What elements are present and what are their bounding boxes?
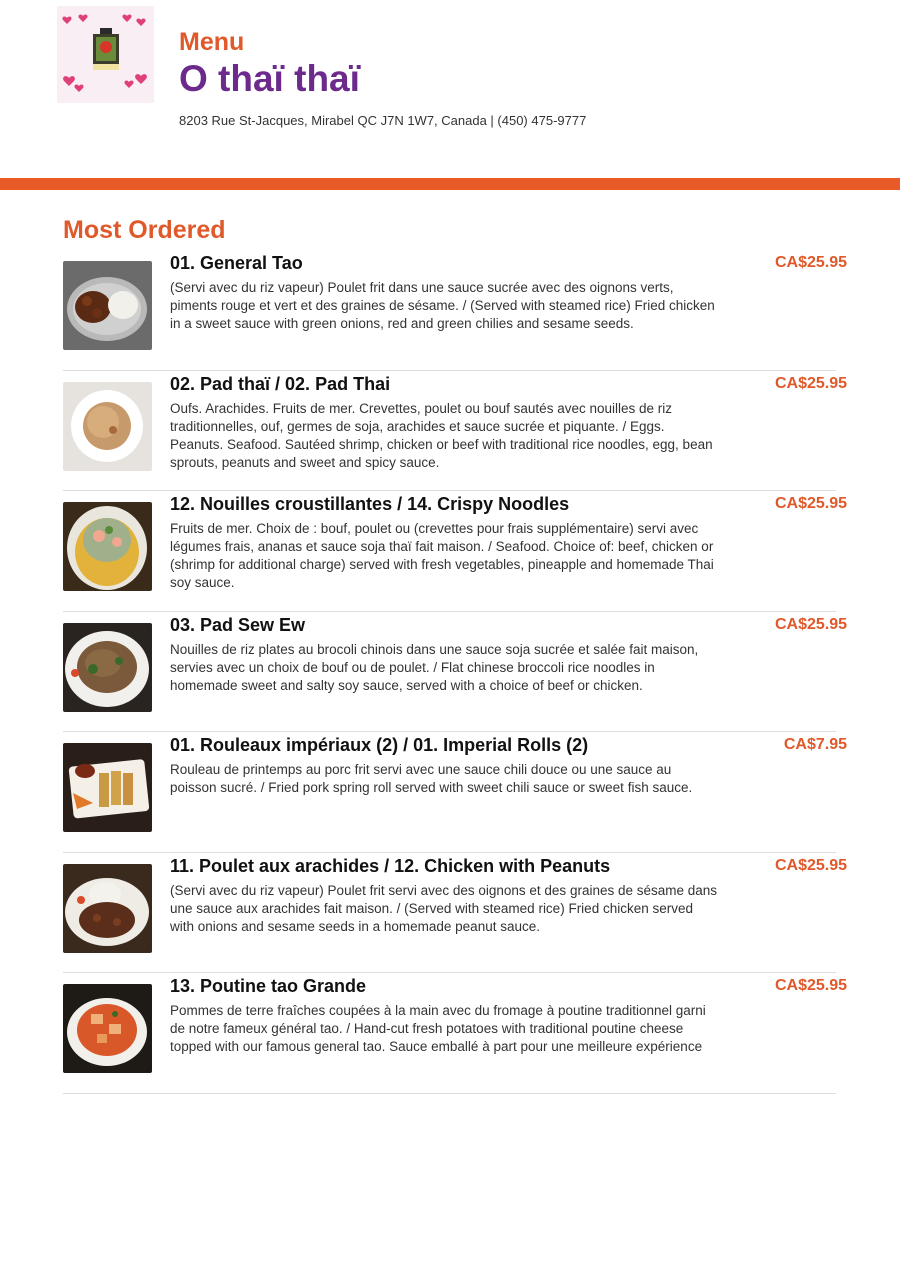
menu-item[interactable]	[63, 250, 847, 371]
dish-description: Nouilles de riz plates au brocoli chinois dans une sauce soja sucrée et salée fait maison, servies avec un choix de bouf ou de poulet. / Flat chinese broccoli rice noodles in homemade sweet and salty soy sauce, served with a choice of beef or chicken.	[170, 641, 699, 693]
menu-item[interactable]	[63, 973, 847, 1094]
dish-description: (Servi avec du riz vapeur) Poulet frit dans une sauce sucrée avec des oignons verts, piments rouge et vert et des graines de sésame. / (Served with steamed rice) Fried chicken in a sweet sauce with green onions, red and green chilies and sesame seeds.	[170, 280, 715, 331]
dish-name: 12. Nouilles croustillantes / 14. Crispy Noodles	[170, 494, 570, 514]
menu-items-list	[63, 250, 900, 1094]
menu-header	[0, 0, 900, 178]
menu-item[interactable]	[63, 491, 847, 612]
dish-name: 02. Pad thaï / 02. Pad Thai	[170, 373, 391, 394]
menu-item[interactable]	[63, 612, 847, 733]
menu-item[interactable]	[63, 371, 847, 492]
dish-description: Oufs. Arachides. Fruits de mer. Crevettes, poulet ou bouf sautés avec nouilles de riz traditionnelles, ouf, germes de soja, arachides et sauce sucrée et piquante. / Eggs. Peanuts. Seafood. Sautéed shrimp, chicken or beef with traditional rice noodles, egg, bean sprouts, peanuts and sweet and spicy sauce.	[170, 400, 713, 470]
menu-item[interactable]	[63, 853, 847, 974]
dish-photo	[63, 502, 152, 591]
header-divider-bar	[0, 178, 900, 190]
dish-description: Fruits de mer. Choix de : bouf, poulet ou (crevettes pour frais supplémentaire) servi avec légumes frais, ananas et sauce soja thaï fait maison. / Seafood. Choice of: beef, chicken or (shrimp for additional charge) served with fresh vegetables, pineapple and homemade Thai soy sauce.	[170, 521, 714, 590]
dish-price: CA$25.95	[774, 615, 847, 633]
dish-photo	[63, 623, 152, 712]
dish-photo	[63, 261, 152, 350]
dish-name: 11. Poulet aux arachides / 12. Chicken with Peanuts	[170, 855, 611, 876]
dish-name: 13. Poutine tao Grande	[170, 976, 367, 996]
dish-price: CA$25.95	[774, 977, 847, 994]
restaurant-address: 8203 Rue St-Jacques, Mirabel QC J7N 1W7, Canada | (450) 475-9777	[179, 113, 587, 128]
menu-item[interactable]	[63, 732, 847, 853]
restaurant-logo	[57, 6, 154, 103]
dish-name: 03. Pad Sew Ew	[170, 614, 306, 635]
dish-name: 01. Rouleaux impériaux (2) / 01. Imperial Rolls (2)	[170, 735, 589, 755]
dish-photo	[63, 382, 152, 471]
dish-photo	[63, 984, 152, 1073]
restaurant-name: O thaï thaï	[179, 58, 360, 99]
dish-description: (Servi avec du riz vapeur) Poulet frit servi avec des oignons et des graines de sésame dans une sauce aux arachides fait maison. / (Served with steamed rice) Fried chicken served with onions and sesame seeds in a homemade peanut sauce.	[170, 882, 718, 934]
dish-description: Pommes de terre fraîches coupées à la main avec du fromage à poutine traditionnel garni de notre fameux général tao. / Hand-cut fresh potatoes with traditional poutine cheese topped with our famous general tao. Sauce emballé à part pour une meilleure expérience	[170, 1003, 706, 1054]
dish-price: CA$25.95	[774, 856, 847, 874]
dish-description: Rouleau de printemps au porc frit servi avec une sauce chili douce ou une sauce au poisson sucré. / Fried pork spring roll served with sweet chili sauce or sweet fish sauce.	[170, 762, 693, 795]
menu-label: Menu	[179, 28, 245, 56]
dish-price: CA$25.95	[774, 254, 847, 271]
dish-price: CA$25.95	[774, 495, 847, 512]
dish-name: 01. General Tao	[170, 253, 303, 273]
dish-price: CA$7.95	[783, 736, 847, 753]
dish-price: CA$25.95	[774, 374, 847, 392]
dish-photo	[63, 743, 152, 832]
dish-photo	[63, 864, 152, 953]
logo-image	[57, 6, 154, 103]
section-title: Most Ordered	[63, 216, 226, 244]
